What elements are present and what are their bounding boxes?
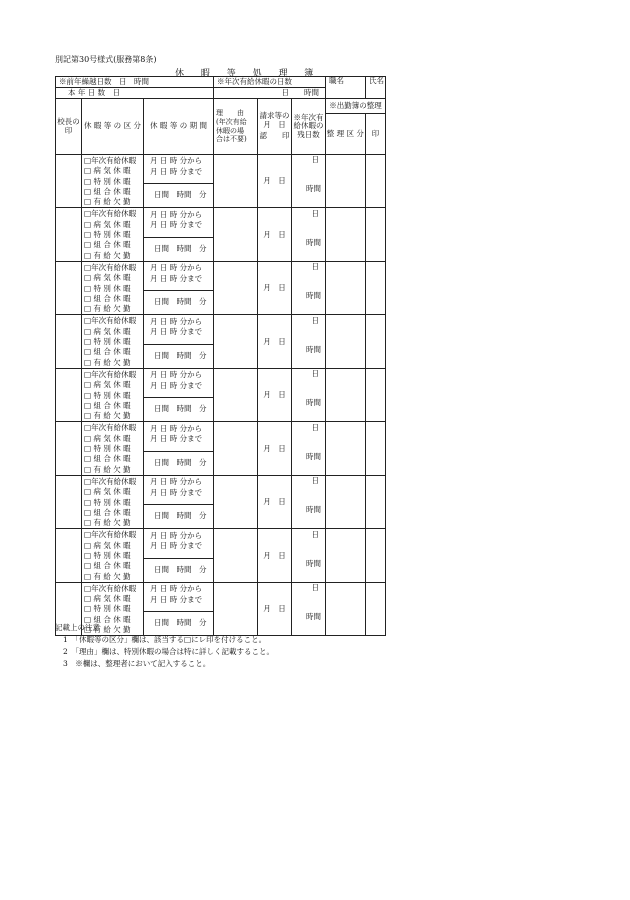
principal-seal-cell[interactable]: [56, 368, 82, 421]
processing-category-cell[interactable]: [326, 582, 366, 635]
period-from: 月 日 時 分から: [150, 370, 203, 380]
leave-type-option[interactable]: □年次有給休暇: [84, 262, 137, 272]
leave-type-option[interactable]: □ 組 合 休 暇: [84, 400, 131, 410]
period-duration: 日間 時間 分: [154, 350, 207, 360]
period-duration: 日間 時間 分: [154, 190, 207, 200]
remaining-days: 日: [311, 369, 320, 379]
leave-type-option[interactable]: □ 特 別 休 暇: [84, 283, 131, 293]
request-month-day: 月 日: [263, 443, 286, 453]
period-to: 月 日 時 分まで: [150, 273, 203, 283]
leave-type-options: [82, 476, 143, 528]
request-month-day: 月 日: [263, 336, 286, 346]
leave-type-option[interactable]: □ 特 別 休 暇: [84, 230, 131, 240]
period-duration: 日間 時間 分: [154, 297, 207, 307]
confirmation-seal-label: 認 印: [259, 131, 290, 141]
processing-category-cell[interactable]: [326, 529, 366, 582]
leave-type-option[interactable]: □ 組 合 休 暇: [84, 240, 131, 250]
leave-type-option[interactable]: □ 有 給 欠 勤: [84, 411, 131, 421]
reason-line: 理 由: [216, 109, 245, 117]
leave-type-option[interactable]: □ 組 合 休 暇: [84, 186, 131, 196]
leave-type-option[interactable]: □ 組 合 休 暇: [84, 293, 131, 303]
entry-row: [56, 475, 386, 528]
period-to: 月 日 時 分まで: [150, 220, 203, 230]
seal-cell[interactable]: [366, 529, 386, 582]
request-month-day: 月 日: [263, 604, 286, 614]
request-date-header: [258, 99, 292, 155]
period-to: 月 日 時 分まで: [150, 487, 203, 497]
leave-type-option[interactable]: □ 病 気 休 暇: [84, 594, 131, 604]
form-label: 別記第30号様式(服務第8条): [55, 55, 157, 64]
leave-period-cell[interactable]: [144, 208, 214, 261]
leave-type-option[interactable]: □年次有給休暇: [84, 423, 137, 433]
processing-category-cell[interactable]: [326, 475, 366, 528]
remaining-cell[interactable]: [292, 475, 326, 528]
period-from: 月 日 時 分から: [150, 316, 203, 326]
note-item: 1 「休暇等の区分」欄は、該当する□にレ印を付けること。: [63, 635, 267, 644]
request-date-cell[interactable]: [258, 529, 292, 582]
remaining-days: 日: [311, 476, 320, 486]
leave-type-cell[interactable]: [82, 422, 144, 475]
page-title: 休 暇 等 処 理 簿: [175, 69, 321, 79]
remaining-hours: 時間: [306, 505, 322, 515]
period-to: 月 日 時 分まで: [150, 594, 203, 604]
leave-type-option[interactable]: □ 有 給 欠 勤: [84, 464, 131, 474]
request-date-cell[interactable]: [258, 315, 292, 368]
request-month-day: 月 日: [263, 390, 286, 400]
remaining-hours: 時間: [306, 184, 322, 194]
period-duration: 日間 時間 分: [154, 511, 207, 521]
period-from: 月 日 時 分から: [150, 477, 203, 487]
entry-row: [56, 208, 386, 261]
reason-line: (年次有給: [216, 117, 247, 126]
leave-type-option[interactable]: □ 有 給 欠 勤: [84, 518, 131, 528]
leave-type-option[interactable]: □ 病 気 休 暇: [84, 540, 131, 550]
entry-row: [56, 368, 386, 421]
principal-seal-cell[interactable]: [56, 155, 82, 208]
remaining-days: 日: [311, 262, 320, 272]
leave-type-option[interactable]: □ 特 別 休 暇: [84, 444, 131, 454]
processing-category-label: 整 理 区 分: [326, 128, 364, 138]
request-date-cell[interactable]: [258, 208, 292, 261]
period-from: 月 日 時 分から: [150, 423, 203, 433]
leave-period-cell[interactable]: [144, 155, 214, 208]
remaining-days: 日: [311, 422, 320, 432]
entry-row: [56, 155, 386, 208]
principal-seal-cell[interactable]: [56, 315, 82, 368]
seal-cell[interactable]: [366, 315, 386, 368]
leave-type-option[interactable]: □ 組 合 休 暇: [84, 614, 131, 624]
leave-type-option[interactable]: □ 有 給 欠 勤: [84, 625, 131, 635]
processing-category-cell[interactable]: [326, 315, 366, 368]
remaining-cell[interactable]: [292, 582, 326, 635]
leave-period-cell[interactable]: [144, 261, 214, 314]
leave-type-option[interactable]: □ 組 合 休 暇: [84, 507, 131, 517]
leave-type-options: [82, 529, 143, 581]
period-to: 月 日 時 分まで: [150, 541, 203, 551]
request-date-cell[interactable]: [258, 368, 292, 421]
remaining-cell[interactable]: [292, 155, 326, 208]
leave-type-cell[interactable]: [82, 529, 144, 582]
entry-row: [56, 261, 386, 314]
leave-type-option[interactable]: □年次有給休暇: [84, 476, 137, 486]
remaining-cell[interactable]: [292, 529, 326, 582]
seal-cell[interactable]: [366, 422, 386, 475]
leave-type-option[interactable]: □ 病 気 休 暇: [84, 219, 131, 229]
seal-cell[interactable]: [366, 475, 386, 528]
principal-seal-header: 校長の印: [56, 99, 82, 155]
entry-row: [56, 422, 386, 475]
leave-ledger-table: [55, 76, 386, 636]
reason-cell[interactable]: [214, 315, 258, 368]
attendance-processing-header: [326, 99, 386, 155]
entry-row: [56, 529, 386, 582]
leave-type-options: [82, 208, 143, 260]
remaining-days: 日: [311, 315, 320, 325]
processing-category-cell[interactable]: [326, 368, 366, 421]
leave-type-cell[interactable]: [82, 368, 144, 421]
leave-type-cell[interactable]: [82, 261, 144, 314]
request-date-cell[interactable]: [258, 475, 292, 528]
leave-type-options: [82, 155, 143, 207]
leave-type-cell[interactable]: [82, 315, 144, 368]
request-date-cell[interactable]: [258, 261, 292, 314]
leave-category-header: 休 暇 等 の 区 分: [82, 99, 144, 155]
remaining-hours: 時間: [306, 237, 322, 247]
request-date-cell[interactable]: [258, 155, 292, 208]
leave-period-cell[interactable]: [144, 529, 214, 582]
period-to: 月 日 時 分まで: [150, 166, 203, 176]
period-from: 月 日 時 分から: [150, 263, 203, 273]
leave-type-option[interactable]: □年次有給休暇: [84, 316, 137, 326]
seal-cell[interactable]: [366, 261, 386, 314]
reason-cell[interactable]: [214, 208, 258, 261]
leave-type-option[interactable]: □ 組 合 休 暇: [84, 347, 131, 357]
remaining-hours: 時間: [306, 291, 322, 301]
remaining-hours: 時間: [306, 451, 322, 461]
period-to: 月 日 時 分まで: [150, 327, 203, 337]
period-to: 月 日 時 分まで: [150, 434, 203, 444]
leave-type-option[interactable]: □ 特 別 休 暇: [84, 497, 131, 507]
leave-type-option[interactable]: □ 有 給 欠 勤: [84, 571, 131, 581]
period-duration: 日間 時間 分: [154, 564, 207, 574]
remaining-days: 日: [311, 155, 320, 165]
annual-days-cell: ※年次有給休暇の日数: [214, 77, 326, 88]
remaining-days: 日: [311, 208, 320, 218]
reason-cell[interactable]: [214, 368, 258, 421]
leave-type-option[interactable]: □ 特 別 休 暇: [84, 390, 131, 400]
notes-section: [55, 622, 274, 670]
remaining-cell[interactable]: [292, 368, 326, 421]
seal-cell[interactable]: [366, 155, 386, 208]
reason-header: [214, 99, 258, 155]
leave-type-option[interactable]: □ 特 別 休 暇: [84, 176, 131, 186]
processing-category-cell[interactable]: [326, 155, 366, 208]
reason-line: 合は不要): [216, 135, 247, 144]
request-month-day: 月 日: [263, 229, 286, 239]
request-month-day: 月 日: [263, 497, 286, 507]
leave-type-cell[interactable]: [82, 155, 144, 208]
request-month-day: 月 日: [263, 283, 286, 293]
leave-type-option[interactable]: □ 病 気 休 暇: [84, 380, 131, 390]
leave-type-cell[interactable]: [82, 475, 144, 528]
reason-cell[interactable]: [214, 422, 258, 475]
processing-category-cell[interactable]: [326, 208, 366, 261]
leave-type-option[interactable]: □年次有給休暇: [84, 209, 137, 219]
leave-type-option[interactable]: □年次有給休暇: [84, 530, 137, 540]
this-year-cell: 本 年 日 数 日: [56, 88, 214, 99]
name-label: 氏名: [366, 77, 386, 99]
seal-label: 印: [365, 114, 385, 154]
leave-type-option[interactable]: □ 病 気 休 暇: [84, 273, 131, 283]
leave-type-option[interactable]: □年次有給休暇: [84, 583, 137, 593]
processing-category-cell[interactable]: [326, 422, 366, 475]
leave-type-option[interactable]: □ 特 別 休 暇: [84, 337, 131, 347]
period-from: 月 日 時 分から: [150, 530, 203, 540]
note-item: 2 「理由」欄は、特別休暇の場合は特に詳しく記載すること。: [63, 647, 275, 656]
leave-type-option[interactable]: □ 病 気 休 暇: [84, 433, 131, 443]
leave-type-option[interactable]: □ 特 別 休 暇: [84, 604, 131, 614]
annual-hours-cell: 日 時間: [214, 88, 326, 99]
notes-heading: 記載上の注意: [55, 623, 100, 632]
leave-type-option[interactable]: □年次有給休暇: [84, 369, 137, 379]
leave-type-option[interactable]: □ 特 別 休 暇: [84, 550, 131, 560]
leave-type-option[interactable]: □ 組 合 休 暇: [84, 561, 131, 571]
period-duration: 日間 時間 分: [154, 404, 207, 414]
principal-seal-cell[interactable]: [56, 475, 82, 528]
reason-cell[interactable]: [214, 475, 258, 528]
leave-type-option[interactable]: □ 組 合 休 暇: [84, 454, 131, 464]
leave-type-option[interactable]: □ 有 給 欠 勤: [84, 250, 131, 260]
remaining-hours: 時間: [306, 612, 322, 622]
request-date-label: 請求等の月 日: [259, 111, 290, 129]
prev-carry-cell: ※前年繰越日数 日 時間: [56, 77, 214, 88]
leave-type-option[interactable]: □ 有 給 欠 勤: [84, 304, 131, 314]
leave-type-option[interactable]: □ 有 給 欠 勤: [84, 357, 131, 367]
leave-type-option[interactable]: □ 病 気 休 暇: [84, 166, 131, 176]
leave-type-options: [82, 422, 143, 474]
note-item: 3 ※欄は、整理者において記入すること。: [63, 659, 211, 668]
remaining-annual-header: ※年次有給休暇の残日数: [292, 99, 326, 155]
leave-period-cell[interactable]: [144, 422, 214, 475]
period-duration: 日間 時間 分: [154, 618, 207, 628]
leave-type-cell[interactable]: [82, 208, 144, 261]
leave-period-header: 休 暇 等 の 期 間: [144, 99, 214, 155]
attendance-processing-label: ※出勤簿の整理: [326, 99, 385, 114]
principal-seal-cell[interactable]: [56, 422, 82, 475]
leave-type-option[interactable]: □年次有給休暇: [84, 156, 137, 165]
remaining-cell[interactable]: [292, 261, 326, 314]
leave-type-options: [82, 262, 143, 314]
leave-period-cell[interactable]: [144, 475, 214, 528]
reason-cell[interactable]: [214, 261, 258, 314]
leave-type-option[interactable]: □ 有 給 欠 勤: [84, 197, 131, 207]
entry-row: [56, 315, 386, 368]
processing-category-cell[interactable]: [326, 261, 366, 314]
leave-type-option[interactable]: □ 病 気 休 暇: [84, 487, 131, 497]
seal-cell[interactable]: [366, 208, 386, 261]
remaining-cell[interactable]: [292, 208, 326, 261]
period-from: 月 日 時 分から: [150, 156, 203, 166]
remaining-hours: 時間: [306, 398, 322, 408]
position-label: 職名: [326, 77, 366, 99]
seal-cell[interactable]: [366, 368, 386, 421]
period-from: 月 日 時 分から: [150, 584, 203, 594]
request-month-day: 月 日: [263, 176, 286, 186]
leave-type-option[interactable]: □ 病 気 休 暇: [84, 326, 131, 336]
reason-line: 休暇の場: [216, 126, 245, 135]
remaining-hours: 時間: [306, 344, 322, 354]
remaining-hours: 時間: [306, 558, 322, 568]
reason-cell[interactable]: [214, 155, 258, 208]
request-month-day: 月 日: [263, 550, 286, 560]
remaining-days: 日: [311, 583, 320, 593]
remaining-days: 日: [311, 529, 320, 539]
leave-type-options: [82, 369, 143, 421]
request-date-cell[interactable]: [258, 422, 292, 475]
reason-cell[interactable]: [214, 529, 258, 582]
principal-seal-cell[interactable]: [56, 208, 82, 261]
remaining-cell[interactable]: [292, 422, 326, 475]
leave-period-cell[interactable]: [144, 368, 214, 421]
period-to: 月 日 時 分まで: [150, 380, 203, 390]
leave-period-cell[interactable]: [144, 315, 214, 368]
period-duration: 日間 時間 分: [154, 457, 207, 467]
remaining-cell[interactable]: [292, 315, 326, 368]
period-from: 月 日 時 分から: [150, 209, 203, 219]
leave-type-options: [82, 315, 143, 367]
period-duration: 日間 時間 分: [154, 243, 207, 253]
seal-cell[interactable]: [366, 582, 386, 635]
principal-seal-cell[interactable]: [56, 261, 82, 314]
principal-seal-cell[interactable]: [56, 529, 82, 582]
